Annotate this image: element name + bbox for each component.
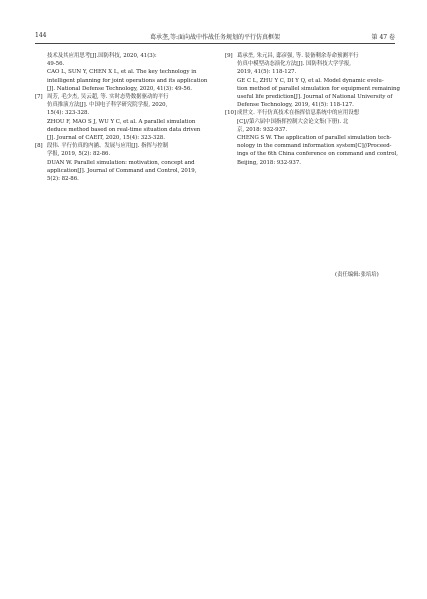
header-rule xyxy=(35,43,395,44)
running-title: 葛承垄,等:面向战中作战任务规划的平行仿真框架 xyxy=(150,34,280,41)
reference-line: 仿真推演方法[J]. 中国电子科学研究院学报, 2020, xyxy=(47,102,168,109)
reference-number: [7] xyxy=(35,94,43,101)
reference-number: [10] xyxy=(225,110,237,117)
reference-line: 段伟. 平行仿真的内涵、发展与应用[J]. 指挥与控制 xyxy=(47,143,169,150)
page-number: 144 xyxy=(35,32,47,39)
reference-line: 仿真中模型动态演化方法[J]. 国防科技大学学报, xyxy=(237,61,351,68)
reference-item xyxy=(35,93,205,142)
reference-number: [8] xyxy=(35,143,43,150)
reference-line: deduce method based on real-time situation data driven xyxy=(47,126,201,133)
reference-line: ings of the 6th China conference on command and control, xyxy=(237,151,398,158)
reference-line: 学报, 2019, 5(2): 82-86. xyxy=(47,151,111,158)
reference-line: 5(2): 82-86. xyxy=(47,176,79,183)
editor-credit: (责任编辑:张培培) xyxy=(335,272,379,278)
reference-line: 技术及其应用思考[J].国防科技, 2020, 41(3): xyxy=(47,53,157,59)
reference-line: Beijing, 2018: 932-937. xyxy=(237,159,301,166)
reference-line: GE C L, ZHU Y C, DI Y Q, et al. Model dynamic evolu- xyxy=(237,77,384,84)
reference-line: tion method of parallel simulation for equipment remaining xyxy=(237,85,400,92)
reference-line: 15(4): 323-328. xyxy=(47,110,90,117)
reference-line: DUAN W. Parallel simulation: motivation, concept and xyxy=(47,159,195,166)
reference-line: intelligent planning for joint operations and its application xyxy=(47,77,208,84)
reference-line: [C]//第六届中国指挥控制大会论文集(下册). 北 xyxy=(237,118,349,125)
right-column xyxy=(225,52,400,167)
reference-line: 2019, 41(5): 118-127. xyxy=(237,69,297,76)
left-column xyxy=(35,52,208,183)
reference-line: CHENG S W. The application of parallel simulation tech- xyxy=(237,135,392,142)
reference-line: [J]. National Defense Technology, 2020, 41(3): 49-56. xyxy=(47,85,192,92)
reference-line: application[J]. Journal of Command and Control, 2019, xyxy=(47,167,197,174)
reference-line: 京, 2018: 932-937. xyxy=(237,126,288,133)
reference-line: 周芳, 毛少杰, 吴云超, 等. 实时态势数据驱动的平行 xyxy=(47,94,169,101)
reference-item xyxy=(35,142,205,183)
reference-line: 成世文. 平行仿真技术在指挥信息系统中的应用设想 xyxy=(237,110,360,117)
reference-line: 葛承垄, 朱元昌, 邸彦强, 等. 装备剩余寿命预测平行 xyxy=(237,53,359,59)
reference-line: useful life prediction[J]. Journal of National University of xyxy=(237,94,393,101)
reference-line: CAO L, SUN Y, CHEN X L, et al. The key technology in xyxy=(47,69,197,76)
reference-item xyxy=(225,109,398,166)
reference-number: [9] xyxy=(225,53,233,59)
reference-item xyxy=(225,52,400,109)
reference-item xyxy=(35,52,208,93)
reference-line: [J]. Journal of CAEIT, 2020, 15(4): 323-328. xyxy=(47,135,165,142)
reference-line: Defense Technology, 2019, 41(5): 118-127. xyxy=(237,102,354,109)
reference-line: ZHOU F, MAO S J, WU Y C, et al. A parallel simulation xyxy=(47,118,196,125)
reference-line: 49-56. xyxy=(47,61,65,68)
reference-line: nology in the command information system[C]//Proceed- xyxy=(237,143,392,150)
volume-number: 第 47 卷 xyxy=(371,34,395,41)
